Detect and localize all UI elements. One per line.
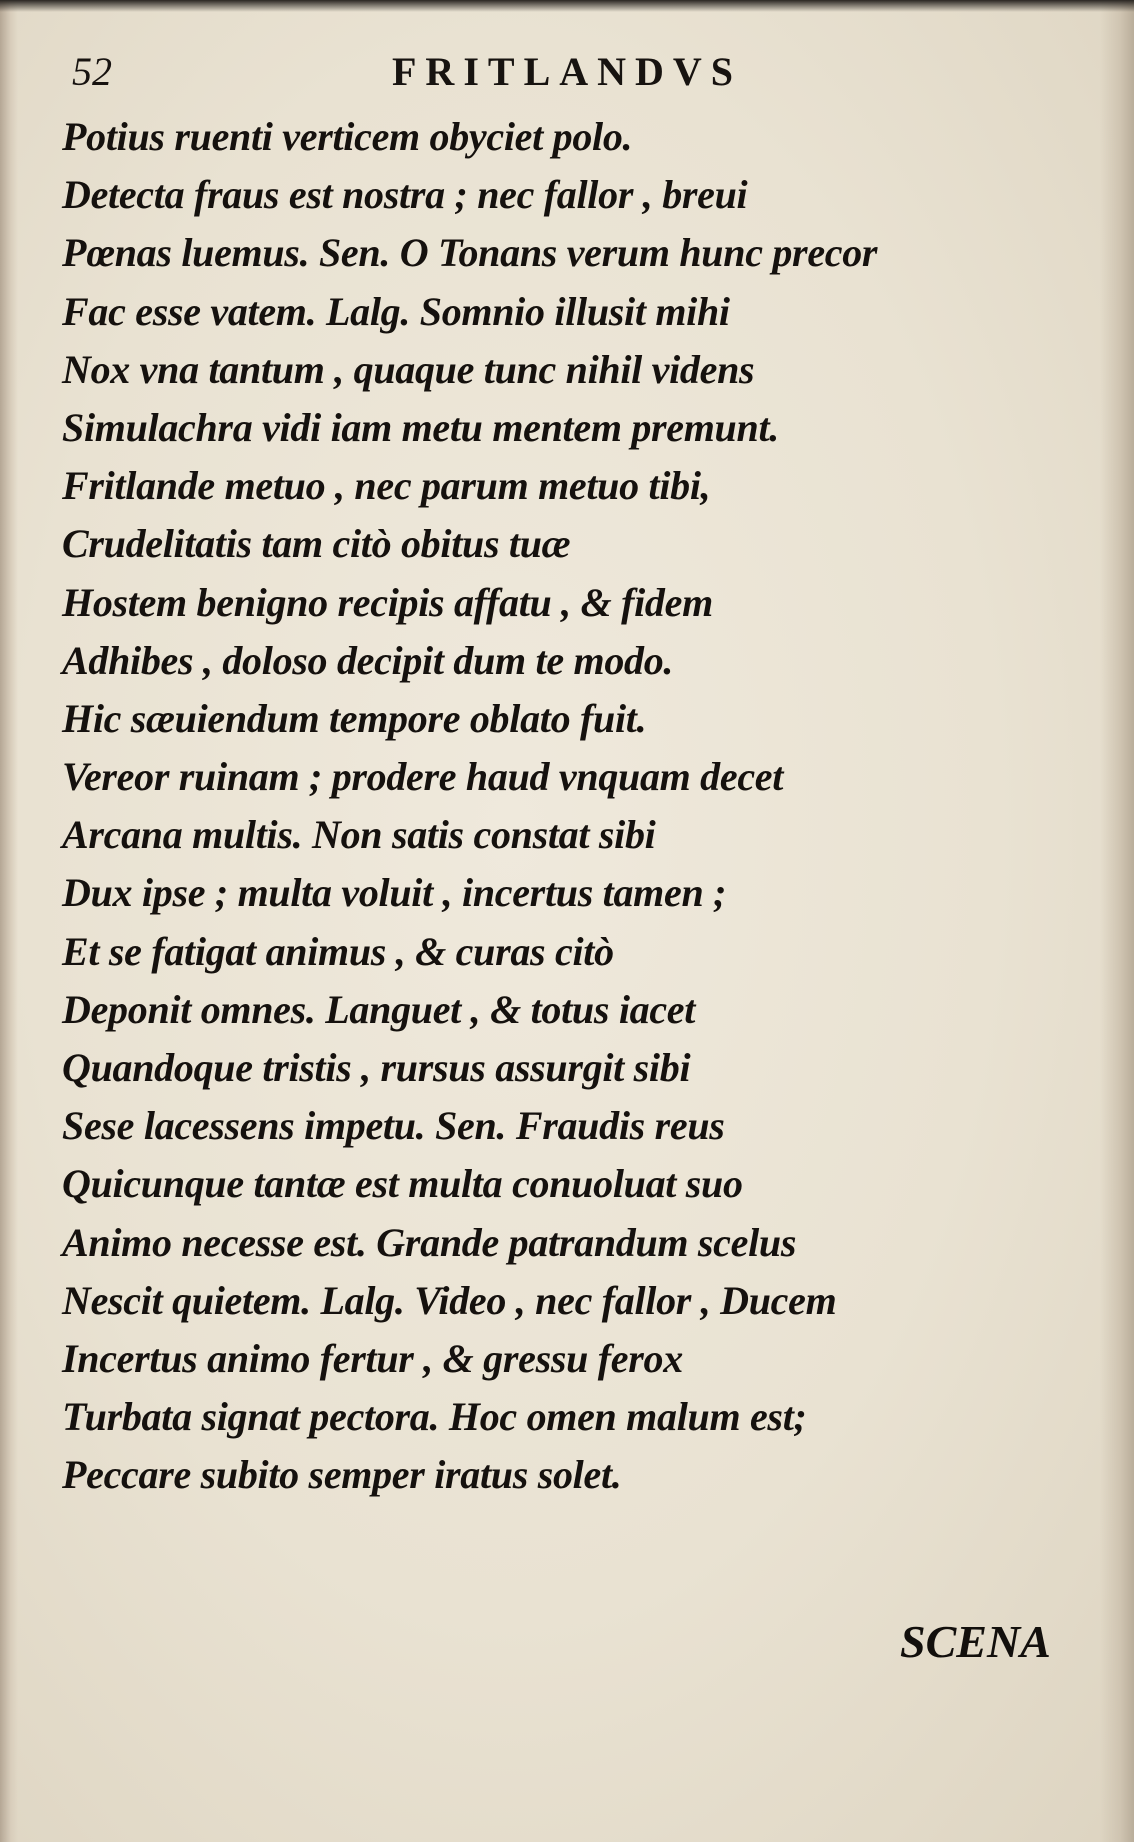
verse-line: Crudelitatis tam citò obitus tuæ — [62, 521, 571, 567]
verse-line: Animo necesse est. Grande patrandum scelus — [62, 1219, 797, 1265]
verse-line: Turbata signat pectora. Hoc omen malum est; — [62, 1394, 807, 1440]
verse-line: Hostem benigno recipis affatu , & fidem — [62, 579, 713, 625]
page-header — [72, 48, 892, 98]
verse-line: Detecta fraus est nostra ; nec fallor , breui — [62, 172, 748, 218]
verse-line: Arcana multis. Non satis constat sibi — [62, 812, 656, 858]
verse-line: Nescit quietem. Lalg. Video , nec fallor , Ducem — [62, 1277, 837, 1323]
verse-text — [62, 108, 1022, 1505]
verse-line: Peccare subito semper iratus solet. — [62, 1452, 622, 1498]
verse-line: Hic sæuiendum tempore oblato fuit. — [62, 695, 647, 741]
verse-line: Quicunque tantæ est multa conuoluat suo — [62, 1161, 743, 1207]
page-number: 52 — [72, 49, 112, 94]
top-edge-shadow — [0, 0, 1134, 12]
page-gutter-shadow — [0, 0, 18, 1842]
verse-line: Potius ruenti verticem obyciet polo. — [62, 114, 633, 159]
verse-line: Nox vna tantum , quaque tunc nihil videns — [62, 346, 755, 392]
verse-line: Incertus animo fertur , & gressu ferox — [62, 1335, 683, 1381]
verse-line: Adhibes , doloso decipit dum te modo. — [62, 637, 674, 683]
running-title: FRITLANDVS — [392, 49, 743, 94]
verse-line: Sese lacessens impetu. Sen. Fraudis reus — [62, 1103, 725, 1149]
catchword: SCENA — [900, 1616, 1051, 1667]
verse-line: Deponit omnes. Languet , & totus iacet — [62, 986, 696, 1032]
verse-line: Pœnas luemus. Sen. O Tonans verum hunc precor — [62, 230, 878, 276]
verse-line: Et se fatigat animus , & curas citò — [62, 928, 614, 974]
verse-line: Dux ipse ; multa voluit , incertus tamen ; — [62, 870, 727, 916]
verse-line: Vereor ruinam ; prodere haud vnquam decet — [62, 754, 784, 800]
page-edge-shadow — [1100, 0, 1134, 1842]
verse-line: Fac esse vatem. Lalg. Somnio illusit mihi — [62, 288, 730, 334]
verse-line: Fritlande metuo , nec parum metuo tibi, — [62, 463, 711, 509]
verse-line: Quandoque tristis , rursus assurgit sibi — [62, 1045, 691, 1090]
verse-line: Simulachra vidi iam metu mentem premunt. — [62, 404, 779, 450]
